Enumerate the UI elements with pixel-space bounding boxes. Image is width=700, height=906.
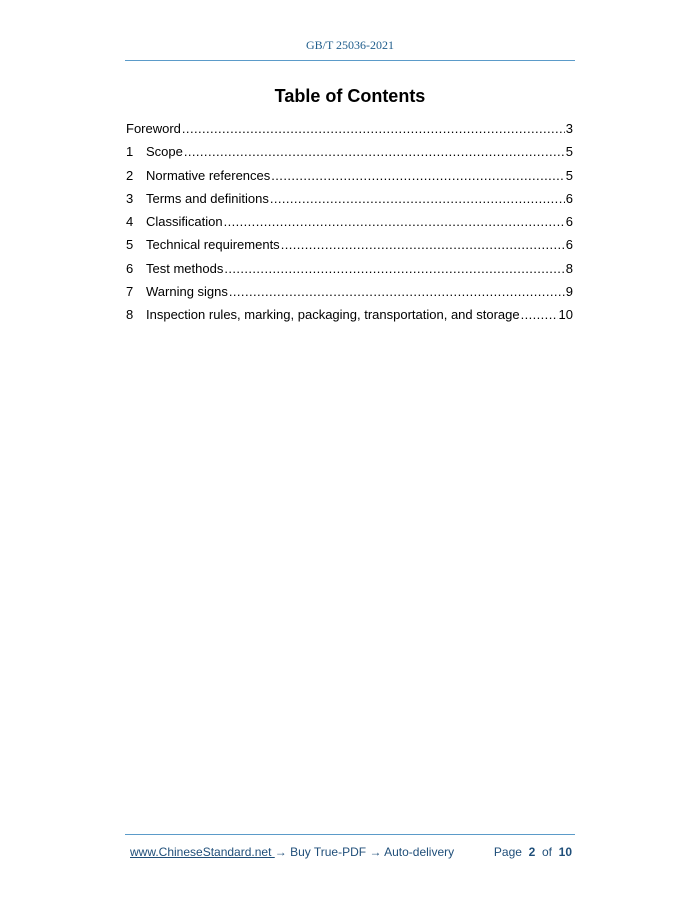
toc-entry-label: Foreword	[126, 121, 181, 136]
toc-entry-number: 8	[126, 307, 134, 323]
toc-entry-page: 3	[565, 121, 573, 136]
footer-promo	[130, 845, 454, 859]
toc-entry-label: Inspection rules, marking, packaging, transportation, and storage	[146, 307, 520, 323]
toc-entry-inspection-rules[interactable]	[126, 306, 573, 329]
header-divider	[125, 60, 575, 61]
toc-entry-label: Terms and definitions	[146, 190, 269, 206]
toc-entry-number: 4	[126, 214, 134, 230]
toc-entry-number: 7	[126, 284, 134, 300]
toc-title: Table of Contents	[274, 86, 426, 106]
toc-entry-technical-requirements[interactable]	[126, 236, 573, 259]
toc-entry-page: 9	[565, 284, 573, 300]
page-footer	[130, 845, 572, 859]
standard-code-header: GB/T 25036-2021	[305, 38, 395, 52]
total-pages-number: 10	[558, 845, 572, 859]
toc-entry-number: 3	[126, 190, 134, 206]
toc-entry-page: 10	[558, 307, 573, 323]
toc-entry-page: 8	[565, 260, 573, 276]
toc-entry-classification[interactable]	[126, 213, 573, 236]
toc-entry-label: Normative references	[146, 167, 271, 183]
toc-entry-number: 1	[126, 144, 134, 160]
toc-entry-number: 6	[126, 260, 134, 276]
toc-leader-dots	[271, 167, 564, 185]
page-word: Page	[493, 845, 522, 859]
page-indicator	[494, 845, 572, 859]
toc-leader-dots	[184, 143, 565, 161]
toc-entry-label: Test methods	[146, 260, 224, 276]
toc-entry-label: Warning signs	[146, 284, 228, 300]
toc-entry-page: 6	[565, 237, 573, 253]
toc-entry-number: 2	[126, 167, 134, 183]
toc-entry-page: 5	[565, 144, 573, 160]
toc-entry-label: Technical requirements	[146, 237, 280, 253]
toc-leader-dots	[224, 213, 565, 231]
toc-leader-dots	[229, 283, 565, 301]
toc-entry-page: 6	[565, 214, 573, 230]
toc-entry-terms-and-definitions[interactable]	[126, 190, 573, 213]
toc-entry-normative-references[interactable]	[126, 167, 573, 190]
footer-promo-text: → Buy True-PDF → Auto-delivery	[274, 845, 455, 859]
toc-leader-dots	[281, 236, 565, 254]
of-word: of	[541, 845, 552, 859]
toc-leader-dots	[270, 190, 565, 208]
toc-list	[126, 120, 573, 330]
toc-entry-page: 5	[565, 167, 573, 183]
toc-entry-test-methods[interactable]	[126, 260, 573, 283]
footer-divider	[125, 834, 575, 835]
toc-entry-scope[interactable]	[126, 143, 573, 166]
toc-leader-dots	[224, 260, 564, 278]
toc-entry-page: 6	[565, 190, 573, 206]
toc-entry-warning-signs[interactable]	[126, 283, 573, 306]
toc-entry-label: Classification	[146, 214, 223, 230]
toc-entry-label: Scope	[146, 144, 183, 160]
chinese-standard-link[interactable]: www.ChineseStandard.net	[130, 845, 275, 859]
toc-entry-number: 5	[126, 237, 134, 253]
toc-leader-dots	[521, 306, 558, 324]
toc-entry-foreword[interactable]	[126, 120, 573, 143]
current-page-number: 2	[528, 845, 536, 859]
toc-leader-dots	[182, 120, 565, 138]
